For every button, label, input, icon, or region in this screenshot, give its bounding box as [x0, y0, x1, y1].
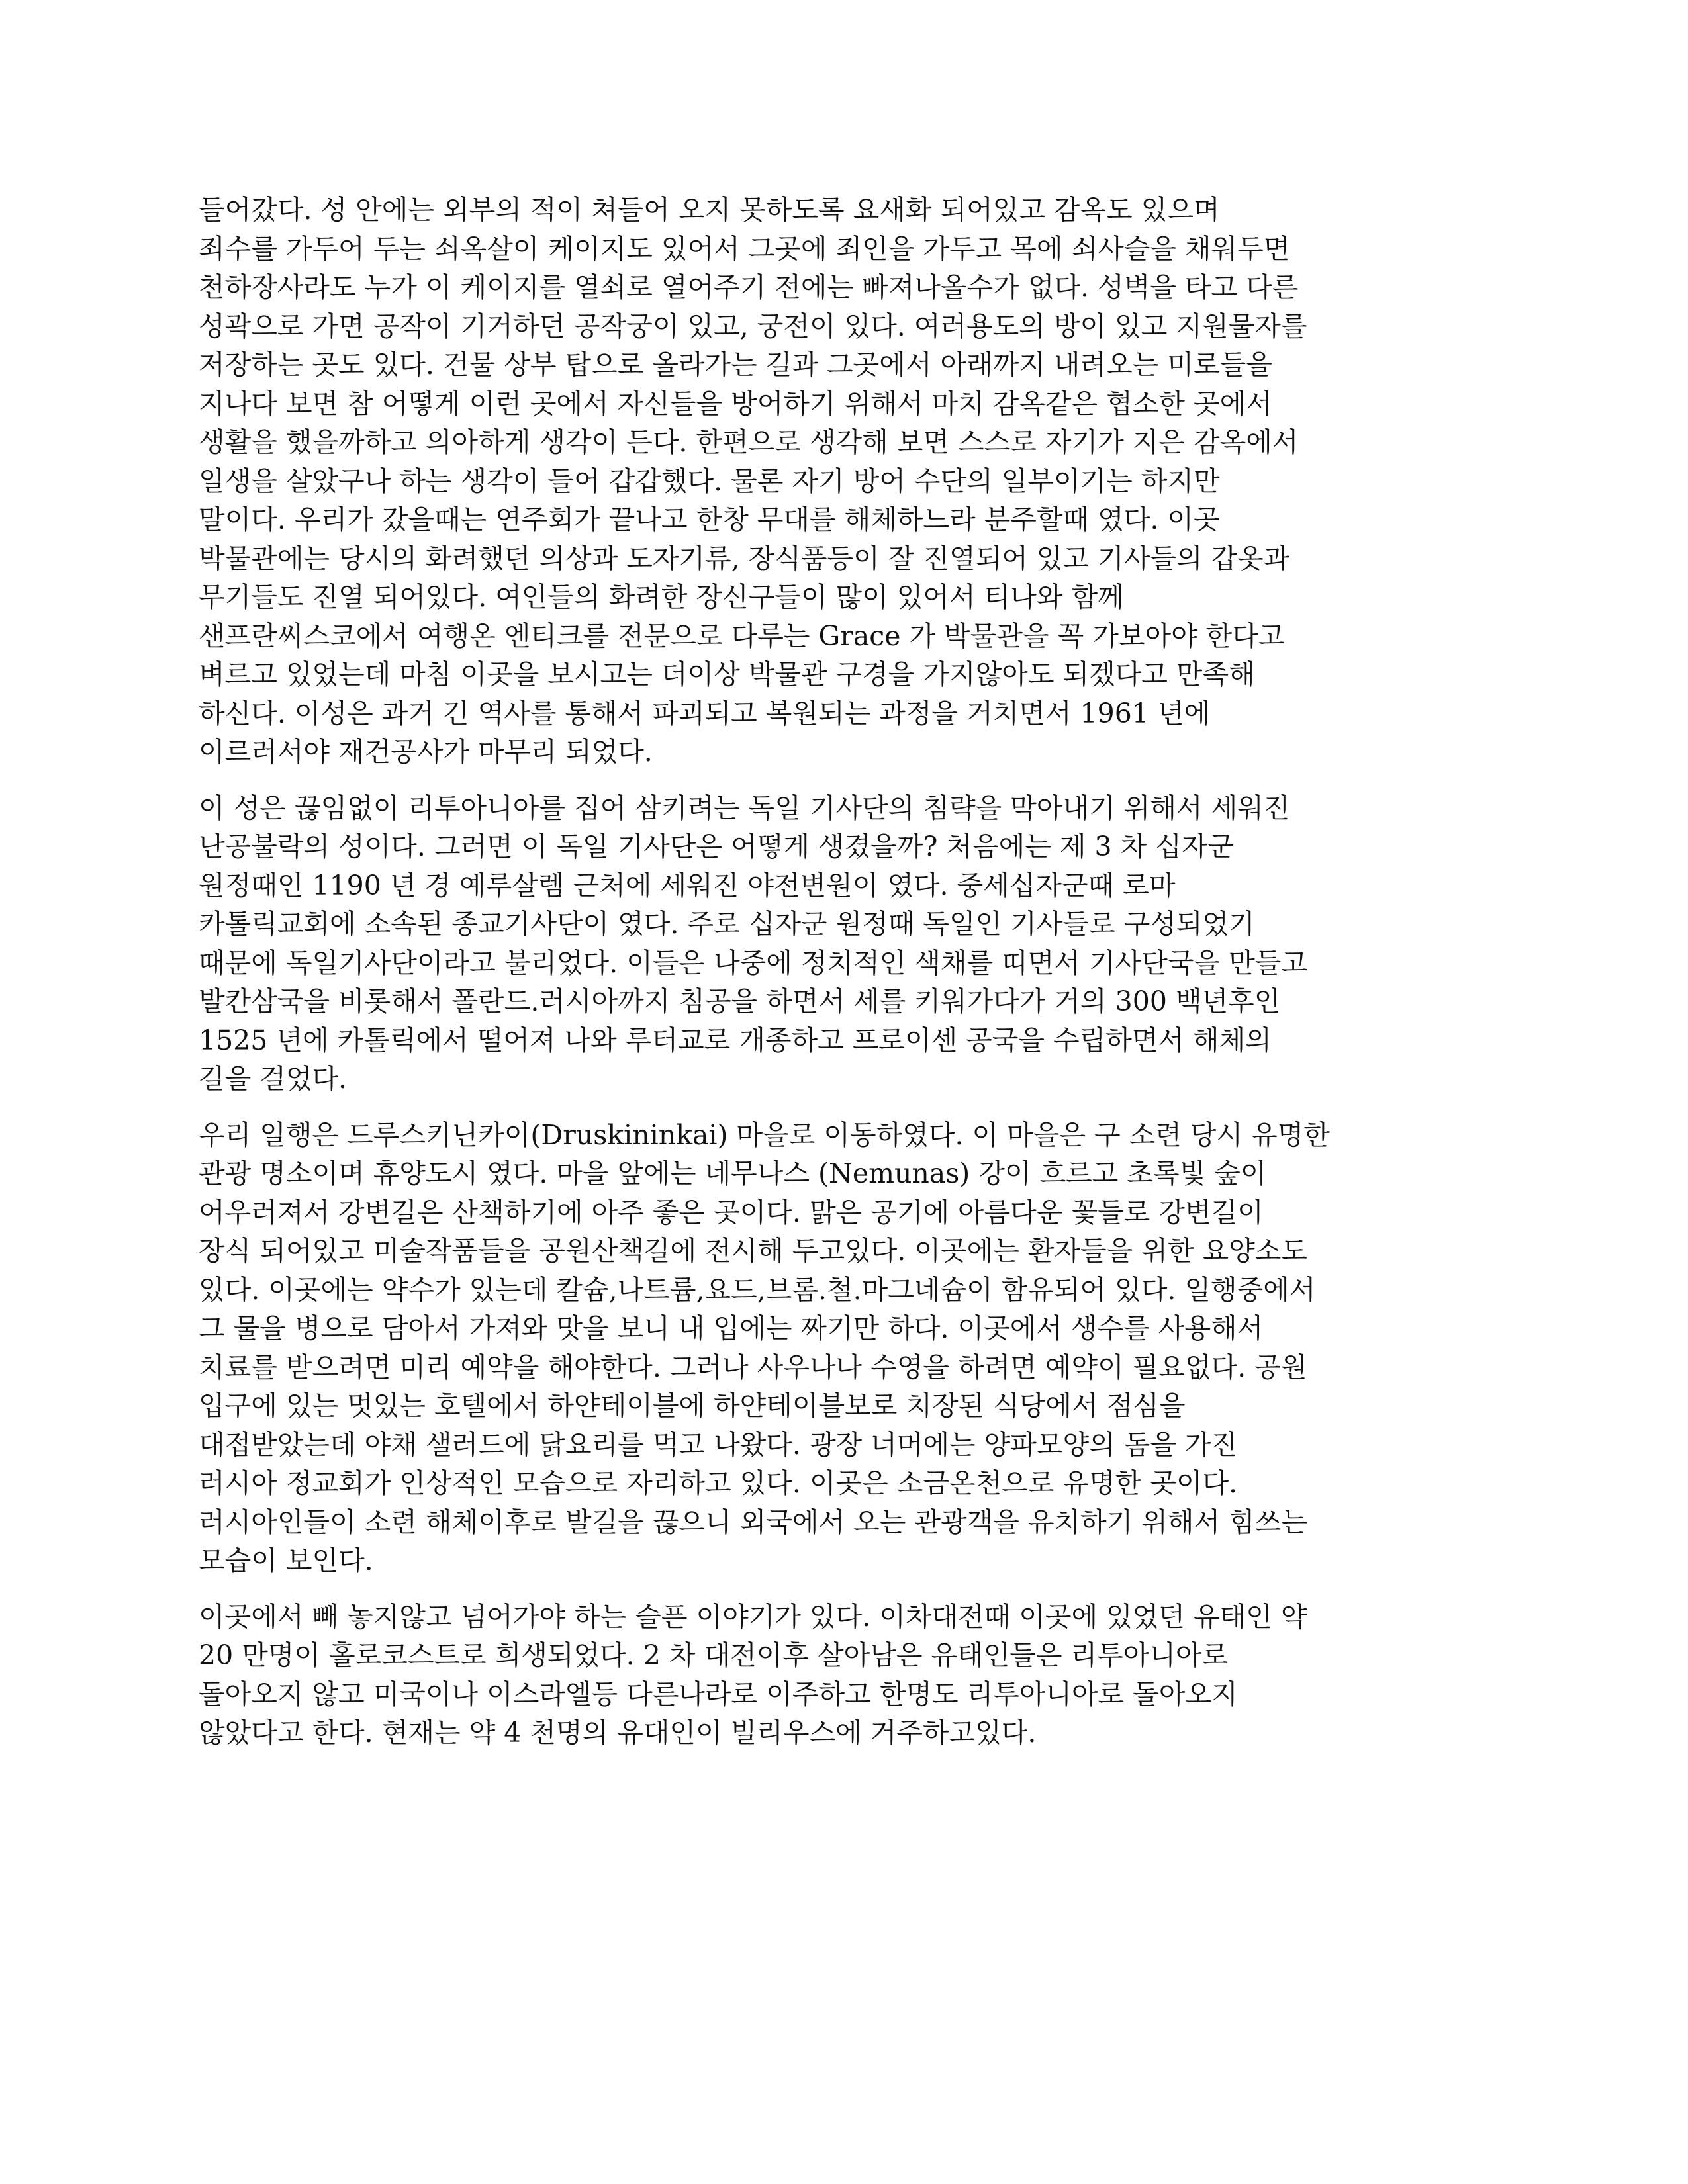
text-line: 발칸삼국을 비롯해서 폴란드.러시아까지 침공을 하면서 세를 키워가다가 거의 300 백년후인 — [199, 985, 1281, 1017]
document-body — [199, 191, 1496, 1770]
text-line: 죄수를 가두어 두는 쇠옥살이 케이지도 있어서 그곳에 죄인을 가두고 목에 쇠사슬을 채워두면 — [199, 232, 1290, 265]
text-line: 20 만명이 홀로코스트로 희생되었다. 2 차 대전이후 살아남은 유태인들은 리투아니아로 — [199, 1639, 1229, 1671]
text-line: 성곽으로 가면 공작이 기거하던 공작궁이 있고, 궁전이 있다. 여러용도의 방이 있고 지원물자를 — [199, 310, 1307, 342]
text-line: 있다. 이곳에는 약수가 있는데 칼슘,나트륨,요드,브롬.철.마그네슘이 함유되어 있다. 일행중에서 — [199, 1273, 1316, 1306]
paragraph-teutonic-order — [199, 789, 1496, 1099]
text-line: 때문에 독일기사단이라고 불리었다. 이들은 나중에 정치적인 색채를 띠면서 기사단국을 만들고 — [199, 946, 1307, 979]
text-line: 대접받았는데 야채 샐러드에 닭요리를 먹고 나왔다. 광장 너머에는 양파모양의 돔을 가진 — [199, 1428, 1238, 1461]
text-line: 벼르고 있었는데 마침 이곳을 보시고는 더이상 박물관 구경을 가지않아도 되겠다고 만족해 — [199, 659, 1255, 690]
text-line: 무기들도 진열 되어있다. 여인들의 화려한 장신구들이 많이 있어서 티나와 함께 — [199, 581, 1124, 613]
text-line: 장식 되어있고 미술작품들을 공원산책길에 전시해 두고있다. 이곳에는 환자들을 위한 요양소도 — [199, 1235, 1307, 1267]
text-line: 들어갔다. 성 안에는 외부의 적이 쳐들어 오지 못하도록 요새화 되어있고 감옥도 있으며 — [199, 194, 1220, 226]
text-line: 러시아 정교회가 인상적인 모습으로 자리하고 있다. 이곳은 소금온천으로 유명한 곳이다. — [199, 1467, 1238, 1499]
text-line: 돌아오지 않고 미국이나 이스라엘등 다른나라로 이주하고 한명도 리투아니아로 돌아오지 — [199, 1678, 1238, 1710]
text-line: 그 물을 병으로 담아서 가져와 맛을 보니 내 입에는 짜기만 하다. 이곳에서 생수를 사용해서 — [199, 1312, 1264, 1344]
text-line: 1525 년에 카톨릭에서 떨어져 나와 루터교로 개종하고 프로이센 공국을 수립하면서 해체의 — [199, 1024, 1272, 1056]
text-line: 하신다. 이성은 과거 긴 역사를 통해서 파괴되고 복원되는 과정을 거치면서 1961 년에 — [199, 697, 1211, 729]
text-line: 샌프란씨스코에서 여행온 엔티크를 전문으로 다루는 Grace 가 박물관을 꼭 가보아야 한다고 — [199, 619, 1285, 652]
text-line: 박물관에는 당시의 화려했던 의상과 도자기류, 장식품등이 잘 진열되어 있고 기사들의 갑옷과 — [199, 542, 1290, 574]
text-line: 원정때인 1190 년 경 예루살렘 근처에 세워진 야전변원이 였다. 중세십자군때 로마 — [199, 869, 1176, 901]
text-line: 말이다. 우리가 갔을때는 연주회가 끝나고 한창 무대를 해체하느라 분주할때 였다. 이곳 — [199, 504, 1220, 535]
text-line: 카톨릭교회에 소속된 종교기사단이 였다. 주로 십자군 원정때 독일인 기사들로 구성되었기 — [199, 908, 1255, 940]
text-line: 치료를 받으려면 미리 예약을 해야한다. 그러나 사우나나 수영을 하려면 예약이 필요없다. 공원 — [199, 1351, 1307, 1383]
text-line: 모습이 보인다. — [199, 1545, 373, 1576]
text-line: 이곳에서 빼 놓지않고 넘어가야 하는 슬픈 이야기가 있다. 이차대전때 이곳에 있었던 유태인 약 — [199, 1600, 1307, 1633]
paragraph-castle-interior — [199, 191, 1496, 772]
text-line: 생활을 했을까하고 의아하게 생각이 든다. 한편으로 생각해 보면 스스로 자기가 지은 감옥에서 — [199, 426, 1299, 458]
text-line: 어우러져서 강변길은 산책하기에 아주 좋은 곳이다. 맑은 공기에 아름다운 꽃들로 강변길이 — [199, 1196, 1264, 1228]
text-line: 지나다 보면 참 어떻게 이런 곳에서 자신들을 방어하기 위해서 마치 감옥같은 협소한 곳에서 — [199, 387, 1272, 420]
text-line: 러시아인들이 소련 해체이후로 발길을 끊으니 외국에서 오는 관광객을 유치하기 위해서 힘쓰는 — [199, 1506, 1307, 1538]
text-line: 길을 걸었다. — [199, 1063, 348, 1095]
text-line: 천하장사라도 누가 이 케이지를 열쇠로 열어주기 전에는 빠져나올수가 없다. 성벽을 타고 다른 — [199, 271, 1299, 303]
text-line: 않았다고 한다. 현재는 약 4 천명의 유대인이 빌리우스에 거주하고있다. — [199, 1717, 1037, 1749]
paragraph-holocaust-history — [199, 1598, 1496, 1752]
text-line: 난공불락의 성이다. 그러면 이 독일 기사단은 어떻게 생겼을까? 처음에는 제 3 차 십자군 — [199, 831, 1235, 862]
text-line: 저장하는 곳도 있다. 건물 상부 탑으로 올라가는 길과 그곳에서 아래까지 내려오는 미로들을 — [199, 349, 1272, 381]
text-line: 입구에 있는 멋있는 호텔에서 하얀테이블에 하얀테이블보로 치장된 식당에서 점심을 — [199, 1390, 1186, 1422]
paragraph-druskininkai — [199, 1116, 1496, 1580]
text-line: 이 성은 끊임없이 리투아니아를 집어 삼키려는 독일 기사단의 침략을 막아내기 위해서 세워진 — [199, 792, 1290, 824]
text-line: 일생을 살았구나 하는 생각이 들어 갑갑했다. 물론 자기 방어 수단의 일부이기는 하지만 — [199, 465, 1220, 497]
text-line: 관광 명소이며 휴양도시 였다. 마을 앞에는 네무나스 (Nemunas) 강이 흐르고 초록빛 숲이 — [199, 1158, 1267, 1189]
text-line: 우리 일행은 드루스키닌카이(Druskininkai) 마을로 이동하였다. 이 마을은 구 소련 당시 유명한 — [199, 1118, 1330, 1151]
text-line: 이르러서야 재건공사가 마무리 되었다. — [199, 736, 653, 768]
